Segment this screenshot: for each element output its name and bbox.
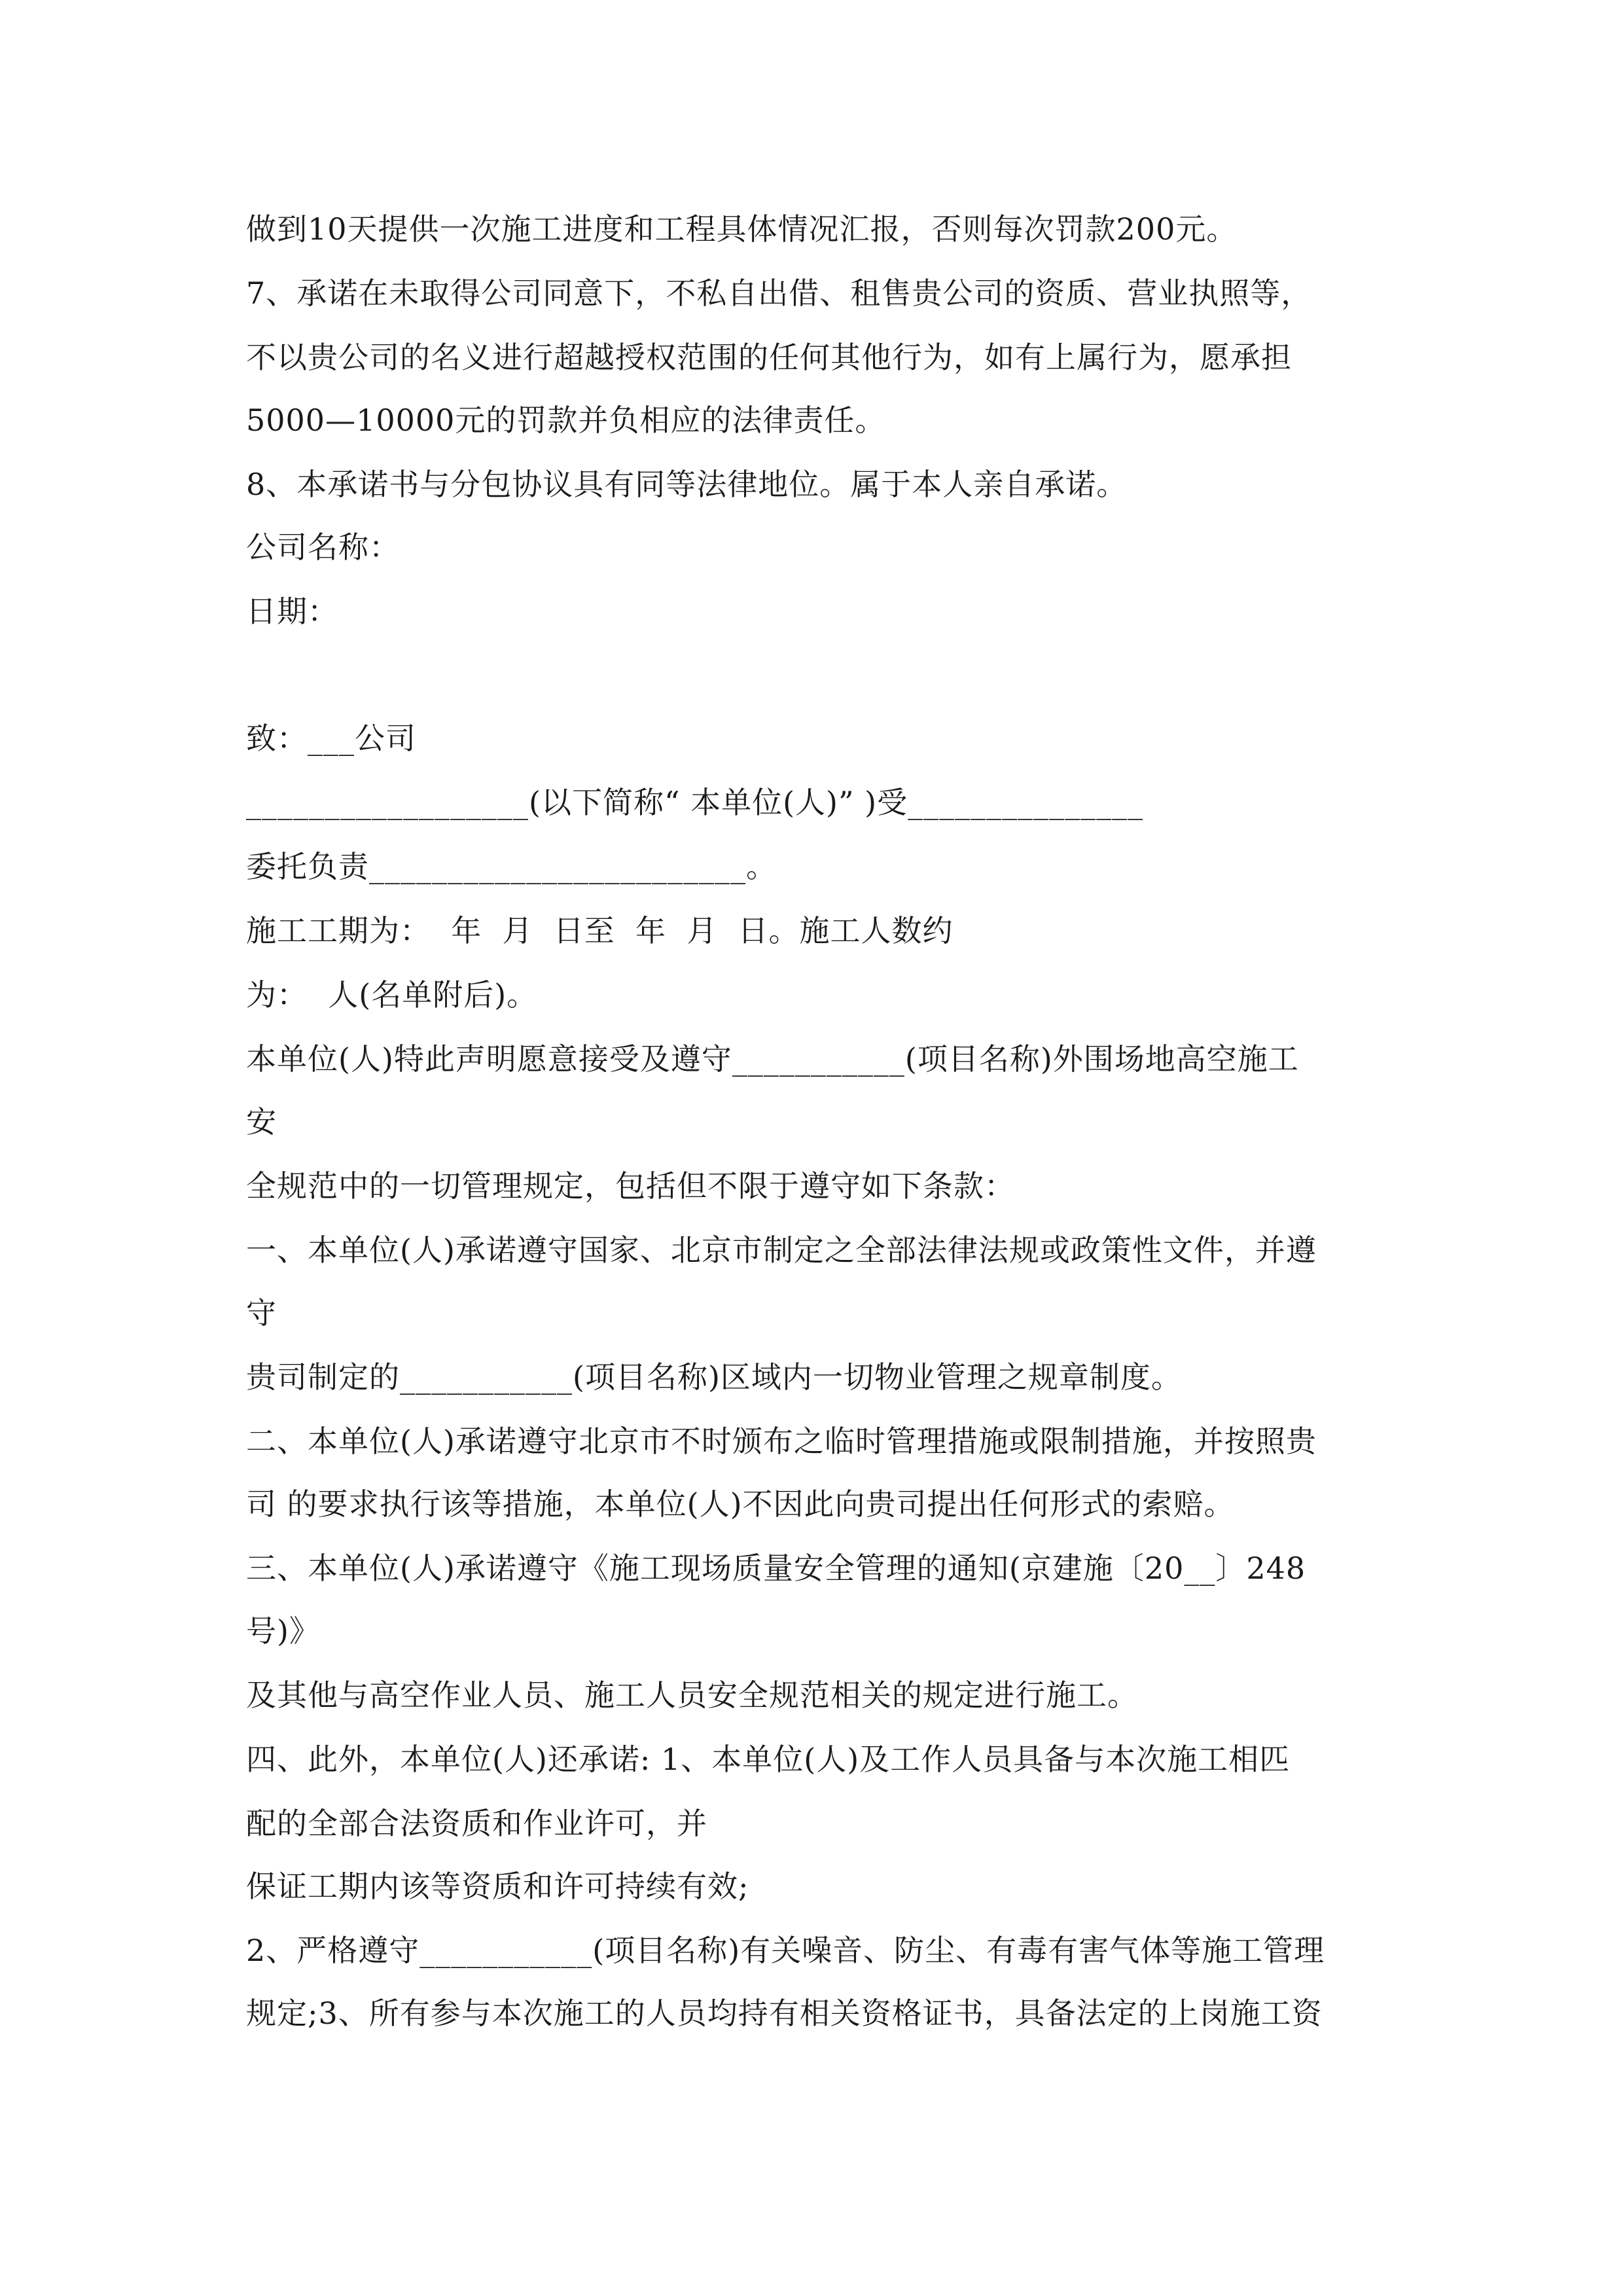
text-line: 为： 人(名单附后)。 (246, 977, 538, 1013)
text-line: 号)》 (246, 1613, 320, 1649)
text-line: 施工工期为： 年 月 日至 年 月 日。施工人数约 (246, 913, 954, 948)
text-line: 三、本单位(人)承诺遵守《施工现场质量安全管理的通知(京建施〔20__〕248 (246, 1551, 1306, 1586)
text-line: __________________(以下简称“ 本单位(人)” )受_______________ (246, 785, 1144, 820)
text-line: 本单位(人)特此声明愿意接受及遵守___________(项目名称)外围场地高空施工 (246, 1041, 1299, 1077)
text-line: 不以贵公司的名义进行超越授权范围的任何其他行为，如有上属行为，愿承担 (246, 340, 1292, 375)
text-line: 二、本单位(人)承诺遵守北京市不时颁布之临时管理措施或限制措施，并按照贵 (246, 1424, 1317, 1459)
text-line: 规定;3、所有参与本次施工的人员均持有相关资格证书，具备法定的上岗施工资 (246, 1996, 1323, 2031)
text-line: 贵司制定的___________(项目名称)区域内一切物业管理之规章制度。 (246, 1359, 1182, 1395)
text-line: 守 (246, 1295, 277, 1331)
text-line: 一、本单位(人)承诺遵守国家、北京市制定之全部法律法规或政策性文件，并遵 (246, 1232, 1317, 1268)
text-line: 全规范中的一切管理规定，包括但不限于遵守如下条款： (246, 1168, 1015, 1204)
text-line: 2、严格遵守___________(项目名称)有关噪音、防尘、有毒有害气体等施工管理 (246, 1933, 1325, 1968)
text-line: 司 的要求执行该等措施，本单位(人)不因此向贵司提出任何形式的索赔。 (246, 1486, 1235, 1522)
date-label: 日期： (246, 594, 338, 629)
text-line: 保证工期内该等资质和许可持续有效; (246, 1869, 749, 1904)
text-line: 8、本承诺书与分包协议具有同等法律地位。属于本人亲自承诺。 (246, 467, 1128, 502)
text-line: 做到10天提供一次施工进度和工程具体情况汇报，否则每次罚款200元。 (246, 211, 1238, 247)
addressee-line: 致：___公司 (246, 721, 416, 756)
text-line: 四、此外，本单位(人)还承诺: 1、本单位(人)及工作人员具备与本次施工相匹 (246, 1742, 1291, 1777)
text-line: 安 (246, 1104, 277, 1139)
text-line: 配的全部合法资质和作业许可，并 (246, 1806, 707, 1841)
text-line: 委托负责________________________。 (246, 849, 777, 884)
text-line: 7、承诺在未取得公司同意下，不私自出借、租售贵公司的资质、营业执照等， (246, 276, 1312, 311)
company-name-label: 公司名称： (246, 529, 400, 565)
text-line: 5000—10000元的罚款并负相应的法律责任。 (246, 403, 886, 438)
text-line: 及其他与高空作业人员、施工人员安全规范相关的规定进行施工。 (246, 1677, 1138, 1713)
